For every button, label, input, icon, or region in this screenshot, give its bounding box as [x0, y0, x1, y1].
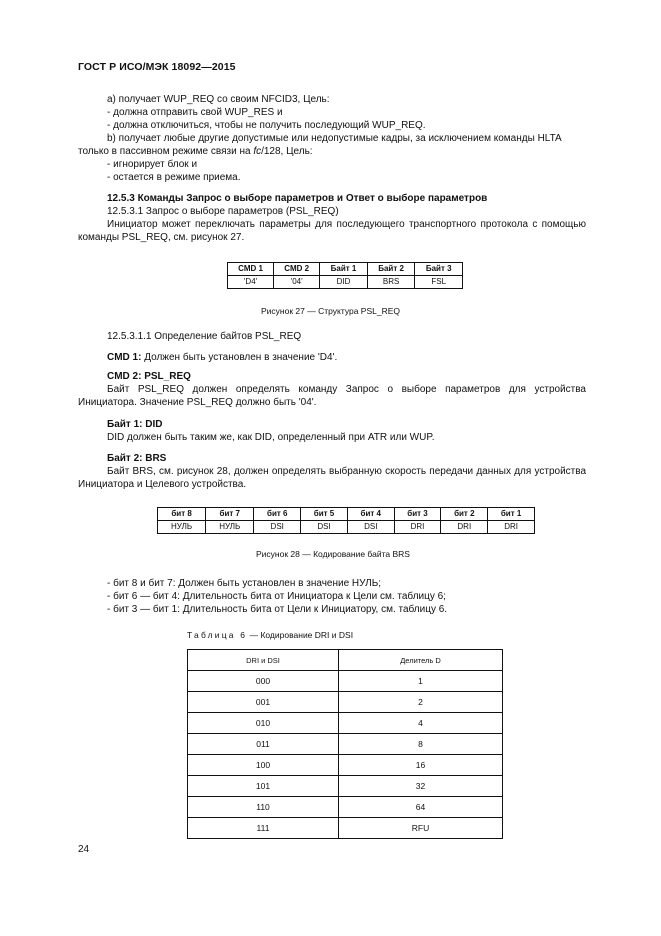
paragraph: Байт PSL_REQ должен определять команду Запрос о выборе параметров для устройства Инициатора. Значение PSL_REQ должно быть '04'. [78, 384, 586, 408]
caption-label: Таблица 6 [187, 630, 248, 640]
term-label: Байт 2: BRS [107, 453, 167, 464]
table-cell: DRI [441, 521, 488, 534]
table-cell: бит 7 [206, 508, 254, 521]
table-cell: CMD 2 [274, 263, 320, 276]
paragraph-a: а) получает WUP_REQ со своим NFCID3, Цель: [107, 94, 330, 105]
list-item: - игнорирует блок и [107, 159, 198, 170]
paragraph-b-cont [78, 145, 313, 158]
table-6 [187, 649, 503, 839]
table-header-row [158, 508, 535, 521]
document-header: ГОСТ Р ИСО/МЭК 18092—2015 [78, 61, 236, 73]
table-cell: 4 [339, 713, 503, 734]
table-cell: 011 [188, 734, 339, 755]
table-cell: DSI [254, 521, 301, 534]
text-run: только в пассивном режиме связи на [78, 146, 254, 157]
table-cell: '04' [274, 276, 320, 289]
table-cell: бит 5 [301, 508, 348, 521]
table-row [228, 276, 463, 289]
table-cell: бит 8 [158, 508, 206, 521]
table-header-row [188, 650, 503, 671]
table-cell: бит 6 [254, 508, 301, 521]
table-cell: бит 3 [394, 508, 441, 521]
table-cell: 'D4' [228, 276, 274, 289]
paragraph: Инициатор может переключать параметры для последующего транспортного протокола с помощью команды PSL_REQ, см. рисунок 27. [78, 219, 586, 243]
table-cell: 2 [339, 692, 503, 713]
table-cell: 8 [339, 734, 503, 755]
table-cell: BRS [367, 276, 415, 289]
table-cell: 010 [188, 713, 339, 734]
list-item: - бит 6 — бит 4: Длительность бита от Инициатора к Цели см. таблицу 6; [107, 591, 446, 602]
list-item: - должна отключиться, чтобы не получить последующий WUP_REQ. [107, 120, 426, 131]
definition-cmd1 [107, 351, 337, 364]
figure-28-caption: Рисунок 28 — Кодирование байта BRS [256, 549, 410, 559]
caption-text: — Кодирование DRI и DSI [247, 630, 354, 640]
term-label: CMD 2: PSL_REQ [107, 371, 191, 382]
table-cell: бит 1 [488, 508, 535, 521]
figure-27-table [227, 262, 463, 289]
table-row [188, 692, 503, 713]
table-cell: НУЛЬ [158, 521, 206, 534]
figure-28-table [157, 507, 535, 534]
list-item: - должна отправить свой WUP_RES и [107, 107, 283, 118]
table-cell: DID [320, 276, 368, 289]
table-cell: CMD 1 [228, 263, 274, 276]
table-cell: 16 [339, 755, 503, 776]
text-run: /128, Цель: [261, 146, 313, 157]
table-cell: 110 [188, 797, 339, 818]
table-row [188, 797, 503, 818]
table-header-cell: DRI и DSI [188, 650, 339, 671]
table-cell: бит 2 [441, 508, 488, 521]
table-cell: DSI [301, 521, 348, 534]
figure-27-caption: Рисунок 27 — Структура PSL_REQ [261, 306, 400, 316]
list-item: - бит 8 и бит 7: Должен быть установлен в значение НУЛЬ; [107, 578, 382, 589]
table-row [188, 818, 503, 839]
term-label: CMD 1: [107, 352, 142, 363]
list-item: - остается в режиме приема. [107, 172, 241, 183]
subsection-heading: 12.5.3.1 Запрос о выборе параметров (PSL_REQ) [107, 206, 339, 217]
table-6-caption [187, 630, 353, 640]
table-header-cell: Делитель D [339, 650, 503, 671]
table-cell: Байт 3 [415, 263, 463, 276]
table-header-row [228, 263, 463, 276]
table-cell: DSI [347, 521, 394, 534]
paragraph: Байт BRS, см. рисунок 28, должен определять выбранную скорость передачи данных для устройства Инициатора и Целевого устройства. [78, 466, 586, 490]
subsection-heading: 12.5.3.1.1 Определение байтов PSL_REQ [107, 331, 302, 342]
table-row [188, 755, 503, 776]
table-cell: 000 [188, 671, 339, 692]
list-item: - бит 3 — бит 1: Длительность бита от Цели к Инициатору, см. таблицу 6. [107, 604, 448, 615]
table-row [158, 521, 535, 534]
table-cell: 32 [339, 776, 503, 797]
table-cell: Байт 2 [367, 263, 415, 276]
table-row [188, 713, 503, 734]
table-cell: FSL [415, 276, 463, 289]
table-cell: Байт 1 [320, 263, 368, 276]
table-cell: 111 [188, 818, 339, 839]
table-cell: 100 [188, 755, 339, 776]
table-row [188, 776, 503, 797]
term-text: Должен быть установлен в значение 'D4'. [141, 352, 338, 363]
table-cell: DRI [394, 521, 441, 534]
table-cell: НУЛЬ [206, 521, 254, 534]
table-cell: 64 [339, 797, 503, 818]
term-label: Байт 1: DID [107, 419, 163, 430]
table-cell: 101 [188, 776, 339, 797]
table-cell: DRI [488, 521, 535, 534]
table-row [188, 734, 503, 755]
section-heading: 12.5.3 Команды Запрос о выборе параметров и Ответ о выборе параметров [107, 193, 488, 204]
table-cell: бит 4 [347, 508, 394, 521]
table-row [188, 671, 503, 692]
table-cell: 1 [339, 671, 503, 692]
paragraph-b: b) получает любые другие допустимые или недопустимые кадры, за исключением команды HLTA [107, 133, 562, 144]
table-cell: 001 [188, 692, 339, 713]
table-cell: RFU [339, 818, 503, 839]
italic-symbol: fc [253, 146, 262, 157]
paragraph: DID должен быть таким же, как DID, определенный при ATR или WUP. [107, 432, 435, 443]
page-number: 24 [78, 844, 90, 855]
